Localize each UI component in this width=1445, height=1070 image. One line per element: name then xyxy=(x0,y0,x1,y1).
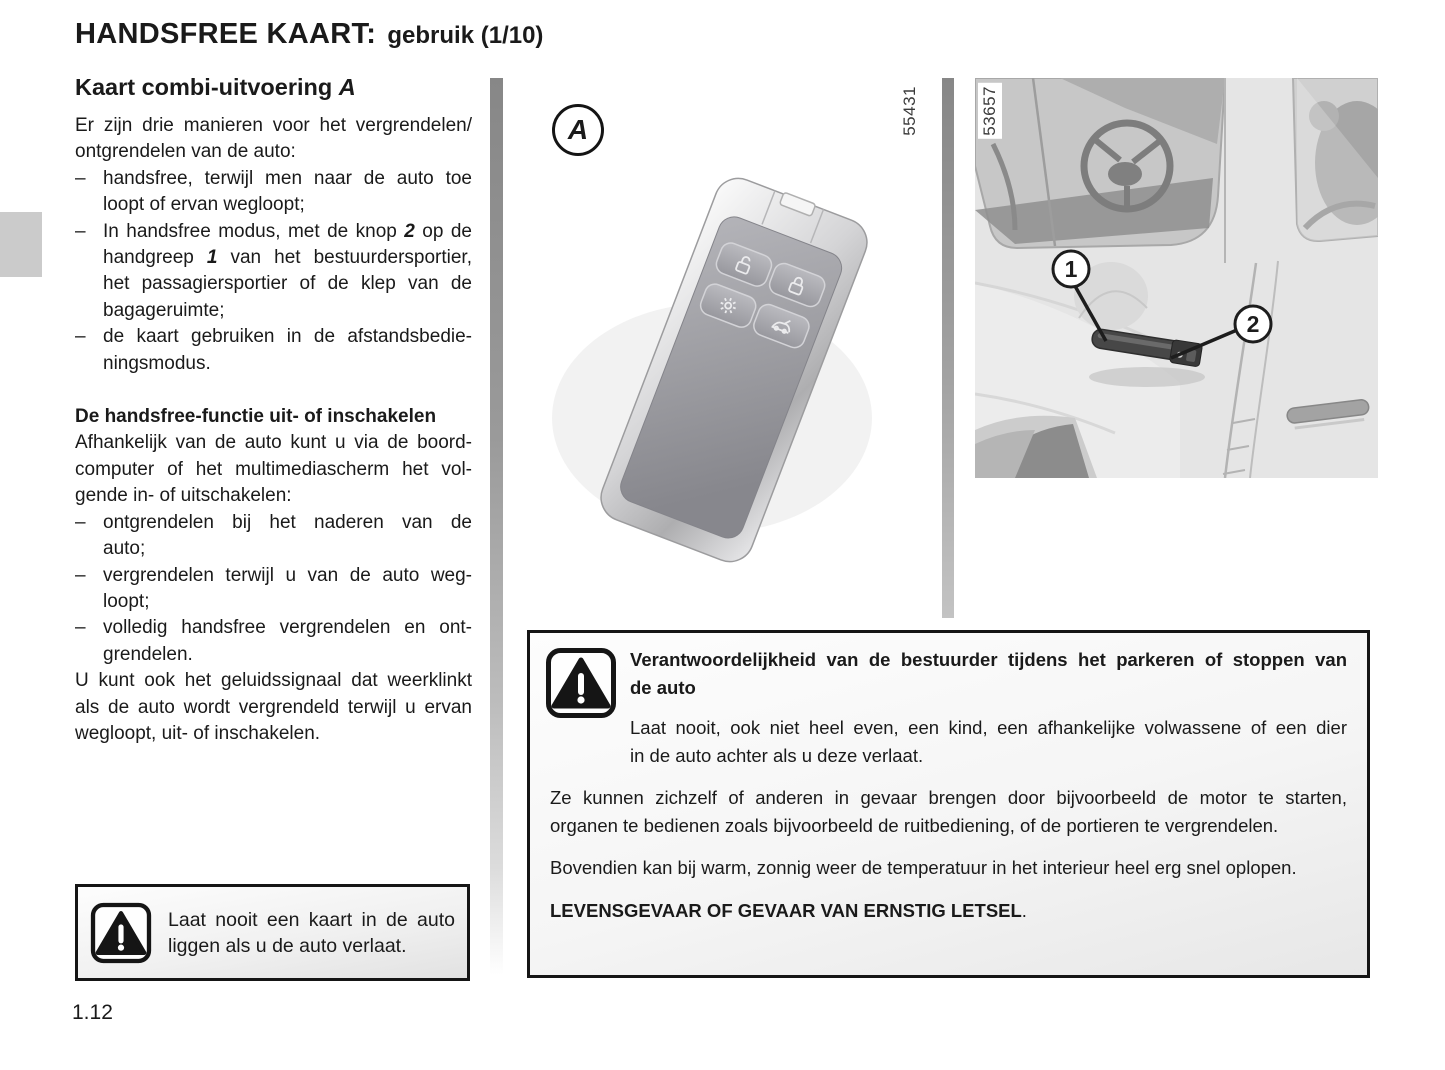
list-item xyxy=(75,166,472,219)
bullet-dash: – xyxy=(75,511,86,533)
photo-code-label: 53657 xyxy=(978,83,1002,139)
text-column xyxy=(75,74,472,747)
list-item xyxy=(75,219,472,325)
figure-key-card xyxy=(522,78,940,618)
page-title-sub xyxy=(381,22,544,49)
section-heading-text: Kaart combi-uitvoering xyxy=(75,74,339,100)
paragraph-sound-signal: U kunt ook het geluidssignaal dat weerklinkt als de auto wordt vergrendeld terwijl u ervan wegloopt, uit- of inschakelen. xyxy=(75,670,472,744)
photo-code-label: 55431 xyxy=(900,86,919,136)
warning-indented-block xyxy=(630,646,1347,769)
page-number: 1.12 xyxy=(72,1001,113,1024)
section-heading-variant: A xyxy=(338,74,356,100)
paragraph-settings: Afhankelijk van de auto kunt u via de boord- computer of het multimediascherm het vol- gende in- of uitschakelen: xyxy=(75,432,472,507)
list-item-text: vergrendelen terwijl u van de auto weg- loopt; xyxy=(103,564,472,612)
warning-triangle-icon xyxy=(545,647,617,719)
variant-a-badge: A xyxy=(552,104,604,156)
bullet-dash: – xyxy=(75,564,86,586)
warning-paragraph: Laat nooit, ook niet heel even, een kind, een afhankelijke volwassene of een dier in de auto achter als u deze verlaat. xyxy=(630,717,1347,766)
list-item-text: volledig handsfree vergrendelen en ont- grendelen. xyxy=(103,617,472,665)
bullet-dash: – xyxy=(75,220,86,242)
section-heading xyxy=(75,74,472,101)
list-item xyxy=(75,615,472,668)
list-item xyxy=(75,324,472,377)
warning-title: Verantwoordelijkheid van de bestuurder tijdens het parkeren of stoppen van de auto xyxy=(630,649,1347,698)
chapter-tab xyxy=(0,212,42,277)
callout-2-number: 2 xyxy=(1246,311,1260,337)
warning-paragraph: Bovendien kan bij warm, zonnig weer de temperatuur in het interieur heel erg snel oplopen. xyxy=(550,857,1297,878)
page-title-sub-text: gebruik (1/10) xyxy=(387,22,544,49)
subsection-heading: De handsfree-functie uit- of inschakelen xyxy=(75,406,437,428)
callout-1-number: 1 xyxy=(1064,256,1078,282)
page-title xyxy=(75,18,543,51)
list-item-text: handsfree, terwijl men naar de auto toe loopt of ervan wegloopt; xyxy=(103,167,472,216)
warning-triangle-icon xyxy=(90,902,152,964)
van-illustration xyxy=(975,78,1378,478)
warning-box-large xyxy=(527,630,1370,978)
settings-list xyxy=(75,510,472,668)
bullet-dash: – xyxy=(75,167,86,189)
column-divider xyxy=(490,78,503,975)
methods-list xyxy=(75,166,472,377)
key-card-illustration xyxy=(522,78,940,618)
bullet-dash: – xyxy=(75,326,86,348)
warning-text: Laat nooit een kaart in de auto liggen als u de auto verlaat. xyxy=(168,908,455,957)
list-item xyxy=(75,510,472,563)
danger-statement: LEVENSGEVAAR OF GEVAAR VAN ERNSTIG LETSEL. xyxy=(550,899,1027,921)
list-item-text: In handsfree modus, met de knop 2 op de handgreep 1 van het bestuurdersportier, het passagiersportier of de klep van de bagageruimte; xyxy=(103,220,472,321)
page-title-main: HANDSFREE KAART: xyxy=(75,18,377,50)
figure-divider xyxy=(942,78,954,618)
warning-box-small xyxy=(75,884,470,981)
paragraph-intro: Er zijn drie manieren voor het vergrendelen/ ontgrendelen van de auto: xyxy=(75,115,472,163)
list-item-text: ontgrendelen bij het naderen van de auto; xyxy=(103,511,472,560)
list-item xyxy=(75,563,472,616)
list-item-text: de kaart gebruiken in de afstandsbedie- ningsmodus. xyxy=(103,326,472,374)
bullet-dash: – xyxy=(75,617,86,639)
figure-van-door xyxy=(975,78,1378,478)
warning-paragraph: Ze kunnen zichzelf of anderen in gevaar brengen door bijvoorbeeld de motor te starten, organen te bedienen zoals bijvoorbeeld de ruitbediening, of de portieren te vergrendelen. xyxy=(550,787,1347,836)
